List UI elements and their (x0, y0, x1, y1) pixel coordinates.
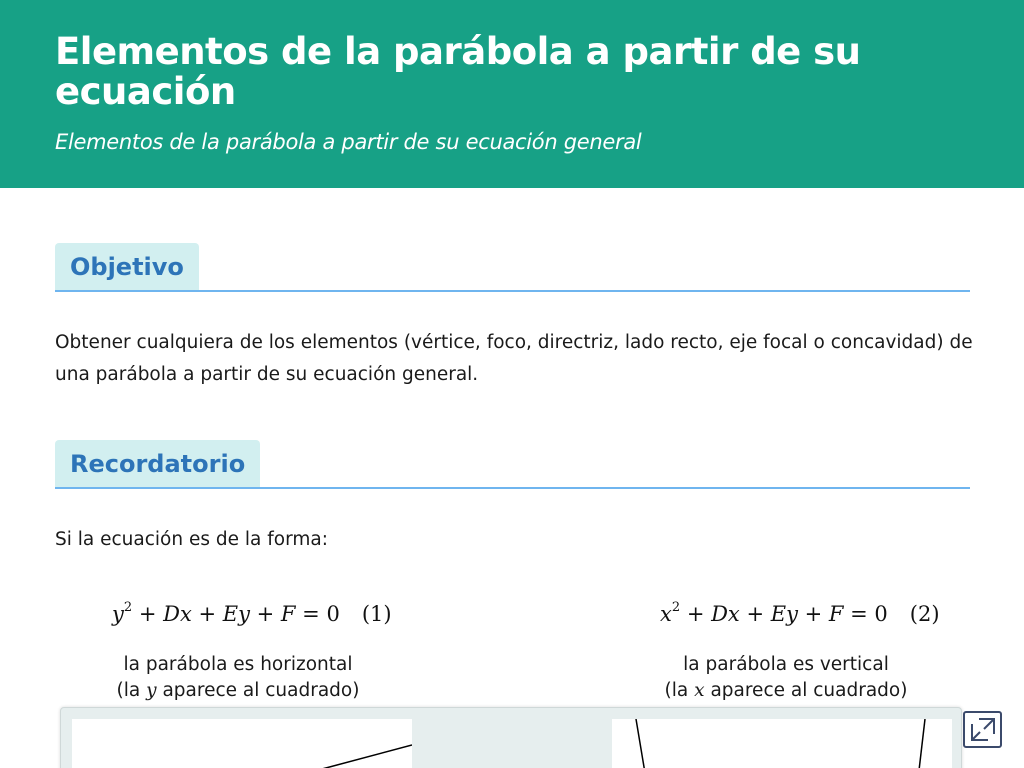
caption-vertical-line2: (la x aparece al cuadrado) (664, 680, 908, 701)
caption-vertical-line1: la parábola es vertical (683, 654, 889, 675)
formula-number-1: (1) (361, 602, 392, 626)
section-objetivo (55, 243, 970, 292)
page-title: Elementos de la parábola a partir de su ecuación (55, 30, 861, 113)
objetivo-text: Obtener cualquiera de los elementos (vértice, foco, directriz, lado recto, eje focal o concavidad) de una parábola a partir de su ecuación general. (55, 332, 973, 385)
graph-panel-horizontal[interactable] (72, 719, 412, 768)
formula-number-2: (2) (909, 602, 940, 626)
section-heading-recordatorio: Recordatorio (55, 440, 260, 487)
geogebra-applet[interactable] (60, 707, 962, 768)
caption-horizontal-line2: (la y aparece al cuadrado) (116, 680, 360, 701)
page-header (0, 0, 1024, 188)
formula-vertical: $x^2 + Dx + Ey + F = 0$ (2) (660, 600, 940, 626)
horizontal-parabola-graph (72, 719, 412, 768)
formula-horizontal: $y^2 + Dx + Ey + F = 0$ (1) (112, 600, 392, 626)
page-subtitle: Elementos de la parábola a partir de su ecuación general (55, 130, 642, 154)
recordatorio-intro: Si la ecuación es de la forma: (55, 529, 328, 550)
caption-horizontal-line1: la parábola es horizontal (123, 654, 353, 675)
graph-panel-vertical[interactable] (612, 719, 952, 768)
var-x: x (694, 680, 705, 701)
section-recordatorio (55, 440, 970, 489)
var-y: y (146, 680, 157, 701)
caption-horizontal (68, 652, 408, 704)
vertical-parabola-graph (612, 719, 952, 768)
expand-icon (965, 713, 1000, 746)
expand-button[interactable] (963, 711, 1002, 748)
section-heading-objetivo: Objetivo (55, 243, 199, 290)
caption-vertical (616, 652, 956, 704)
